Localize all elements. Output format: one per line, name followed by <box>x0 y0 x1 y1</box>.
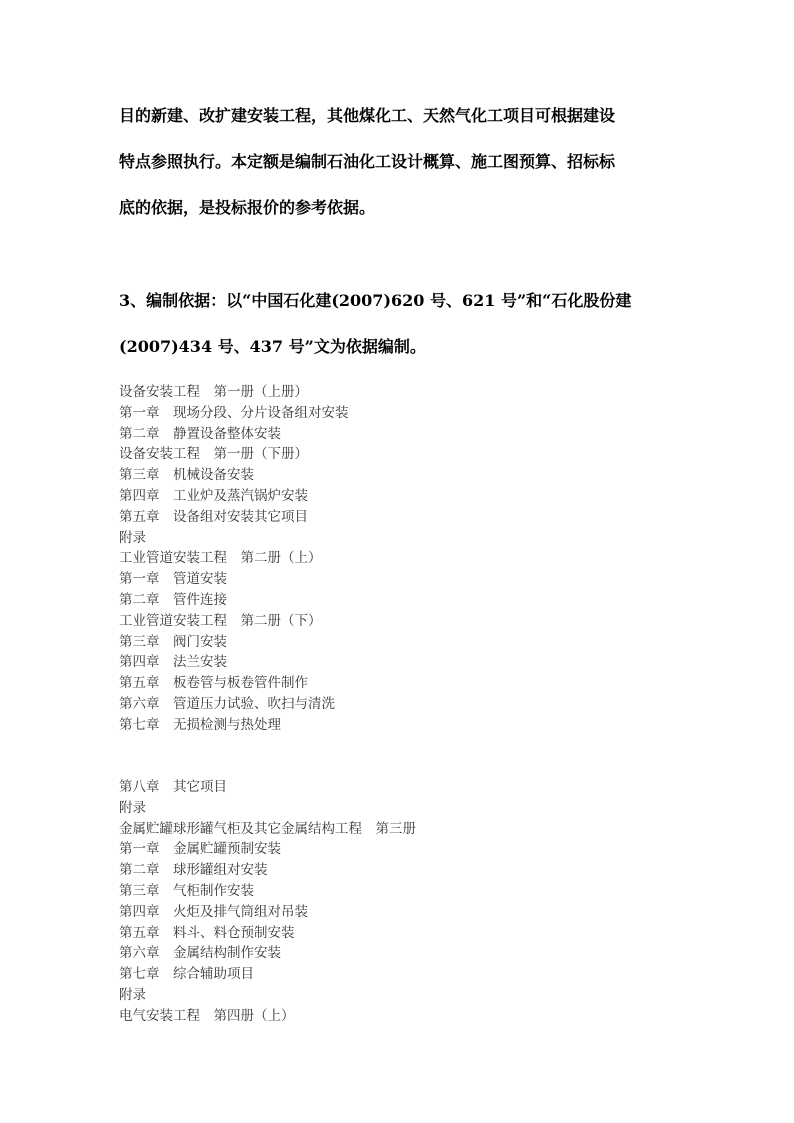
contents-item: 第二章 管件连接 <box>119 591 227 608</box>
contents-item: 第一章 现场分段、分片设备组对安装 <box>119 404 349 421</box>
paragraph-line: 特点参照执行。本定额是编制石油化工设计概算、施工图预算、招标标 <box>119 152 616 171</box>
contents-item: 第五章 板卷管与板卷管件制作 <box>119 675 308 692</box>
contents-item: 第三章 机械设备安装 <box>119 467 254 484</box>
basis-paragraph <box>119 278 679 370</box>
contents-item: 附录 <box>119 986 146 1003</box>
contents-item: 设备安装工程 第一册（上册） <box>119 384 308 400</box>
contents-item: 第七章 综合辅助项目 <box>119 966 254 983</box>
contents-item: 附录 <box>119 799 146 816</box>
contents-item: 第二章 球形罐组对安装 <box>119 862 268 879</box>
paragraph-line: 3、编制依据：以“中国石化建(2007)620 号、621 号”和“石化股份建 <box>119 291 632 310</box>
contents-item: 第八章 其它项目 <box>119 779 227 795</box>
contents-item: 第四章 火炬及排气筒组对吊装 <box>119 903 308 920</box>
contents-item: 附录 <box>119 529 146 546</box>
contents-item: 设备安装工程 第一册（下册） <box>119 446 308 463</box>
contents-item: 第一章 金属贮罐预制安装 <box>119 841 281 858</box>
contents-item: 第五章 料斗、料仓预制安装 <box>119 924 295 941</box>
scope-paragraph <box>119 93 679 231</box>
contents-item: 第六章 金属结构制作安装 <box>119 945 281 962</box>
contents-item: 第一章 管道安装 <box>119 571 227 588</box>
contents-item: 第四章 工业炉及蒸汽锅炉安装 <box>119 487 308 504</box>
contents-item: 第六章 管道压力试验、吹扫与清洗 <box>119 695 335 712</box>
contents-item: 金属贮罐球形罐气柜及其它金属结构工程 第三册 <box>119 820 416 837</box>
contents-item: 第三章 气柜制作安装 <box>119 882 254 899</box>
contents-item: 第三章 阀门安装 <box>119 633 227 650</box>
contents-item: 电气安装工程 第四册（上） <box>119 1007 295 1024</box>
contents-item: 第七章 无损检测与热处理 <box>119 716 281 733</box>
contents-item: 第二章 静置设备整体安装 <box>119 425 281 442</box>
contents-list-continued <box>119 777 679 1027</box>
contents-item: 第五章 设备组对安装其它项目 <box>119 508 308 525</box>
contents-list <box>119 382 679 736</box>
paragraph-line: 目的新建、改扩建安装工程，其他煤化工、天然气化工项目可根据建设 <box>119 106 616 125</box>
paragraph-line: 底的依据，是投标报价的参考依据。 <box>119 198 376 217</box>
contents-item: 工业管道安装工程 第二册（下） <box>119 612 322 629</box>
contents-item: 工业管道安装工程 第二册（上） <box>119 550 322 567</box>
paragraph-line: (2007)434 号、437 号”文为依据编制。 <box>119 337 426 356</box>
contents-item: 第四章 法兰安装 <box>119 654 227 671</box>
